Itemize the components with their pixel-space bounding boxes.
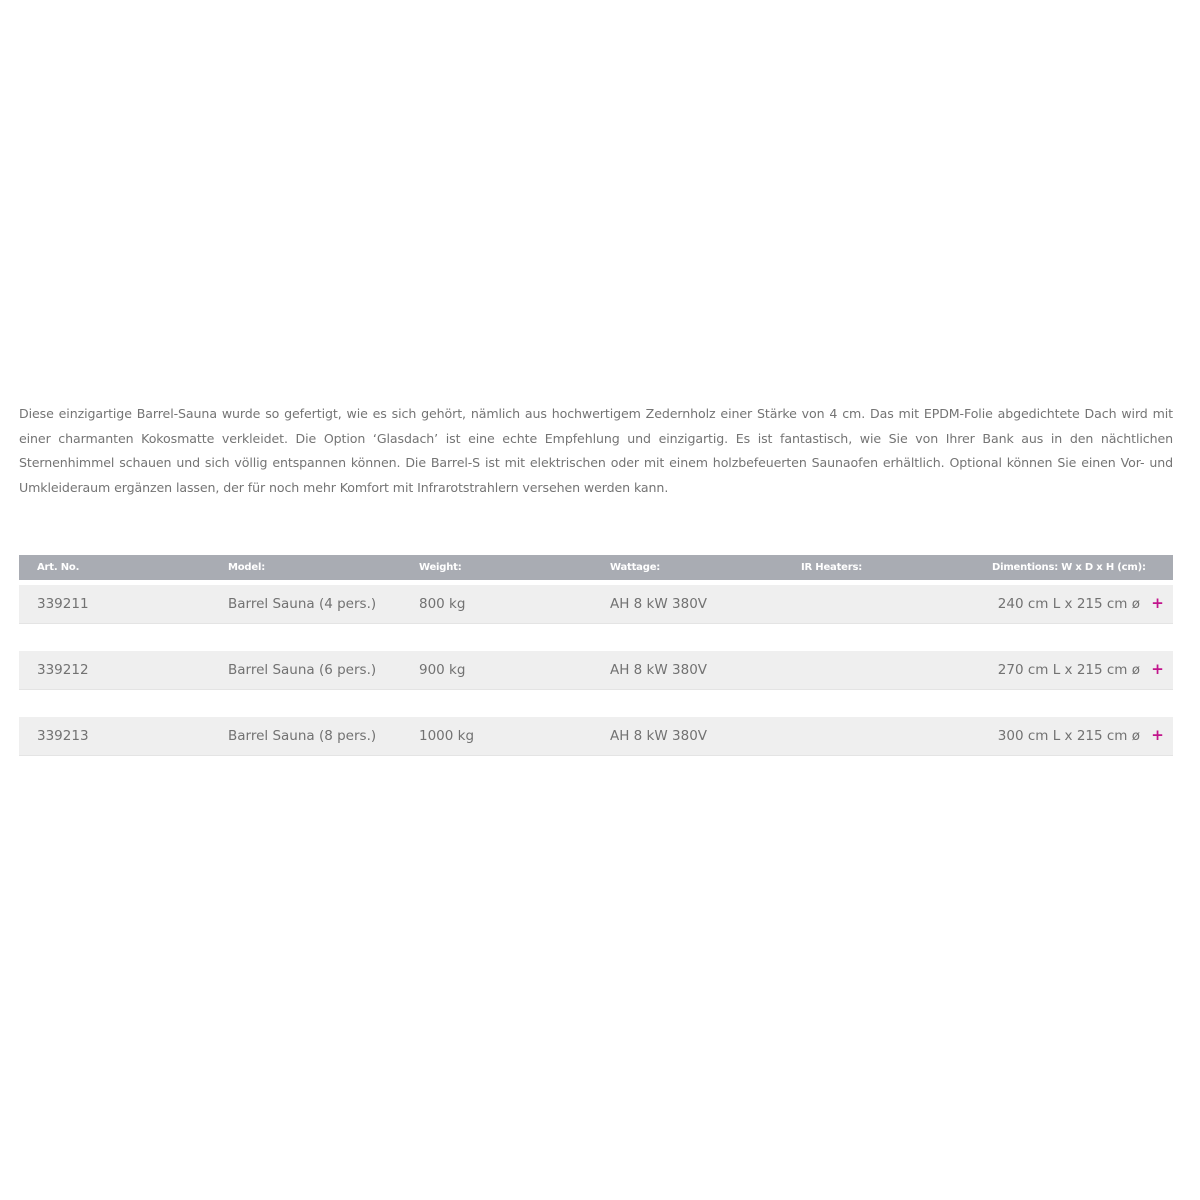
header-wattage: Wattage: bbox=[610, 562, 661, 573]
expand-plus-icon[interactable]: + bbox=[1151, 594, 1164, 612]
table-row[interactable] bbox=[19, 585, 1173, 624]
expand-plus-icon[interactable]: + bbox=[1151, 660, 1164, 678]
cell-art-no: 339211 bbox=[37, 596, 89, 612]
expand-plus-icon[interactable]: + bbox=[1151, 726, 1164, 744]
cell-wattage: AH 8 kW 380V bbox=[610, 662, 708, 678]
header-dimensions: Dimentions: W x D x H (cm): bbox=[992, 562, 1146, 573]
product-description: Diese einzigartige Barrel-Sauna wurde so gefertigt, wie es sich gehört, nämlich aus hochwertigem Zedernholz einer Stärke von 4 cm. Das mit EPDM-Folie abgedichtete Dach wird mit einer charmanten Kokosmatte verkleidet. Die Option ‘Glasdach’ ist eine echte Empfehlung und einzigartig. Es ist fantastisch, wie Sie von Ihrer Bank aus in den nächtlichen Sternenhimmel schauen und sich völlig entspannen können. Die Barrel-S ist mit elektrischen oder mit einem holzbefeuerten Saunaofen erhältlich. Optional können Sie einen Vor- und Umkleideraum ergänzen lassen, der für noch mehr Komfort mit Infrarotstrahlern versehen werden kann. bbox=[19, 406, 1173, 495]
cell-art-no: 339212 bbox=[37, 662, 89, 678]
cell-model: Barrel Sauna (6 pers.) bbox=[228, 662, 377, 678]
table-row[interactable] bbox=[19, 651, 1173, 690]
header-model: Model: bbox=[228, 562, 265, 573]
spec-table bbox=[19, 555, 1173, 756]
cell-weight: 800 kg bbox=[419, 596, 466, 612]
header-weight: Weight: bbox=[419, 562, 462, 573]
cell-wattage: AH 8 kW 380V bbox=[610, 596, 708, 612]
row-spacer bbox=[19, 690, 1173, 717]
cell-model: Barrel Sauna (8 pers.) bbox=[228, 728, 377, 744]
cell-weight: 900 kg bbox=[419, 662, 466, 678]
cell-dimensions: 300 cm L x 215 cm ø bbox=[997, 728, 1140, 744]
cell-dimensions: 240 cm L x 215 cm ø bbox=[997, 596, 1140, 612]
table-header bbox=[19, 555, 1173, 580]
header-art-no: Art. No. bbox=[37, 562, 80, 573]
cell-dimensions: 270 cm L x 215 cm ø bbox=[997, 662, 1140, 678]
cell-art-no: 339213 bbox=[37, 728, 89, 744]
cell-wattage: AH 8 kW 380V bbox=[610, 728, 708, 744]
cell-weight: 1000 kg bbox=[419, 728, 475, 744]
header-ir-heaters: IR Heaters: bbox=[801, 562, 863, 573]
cell-model: Barrel Sauna (4 pers.) bbox=[228, 596, 377, 612]
table-row[interactable] bbox=[19, 717, 1173, 756]
row-spacer bbox=[19, 624, 1173, 651]
